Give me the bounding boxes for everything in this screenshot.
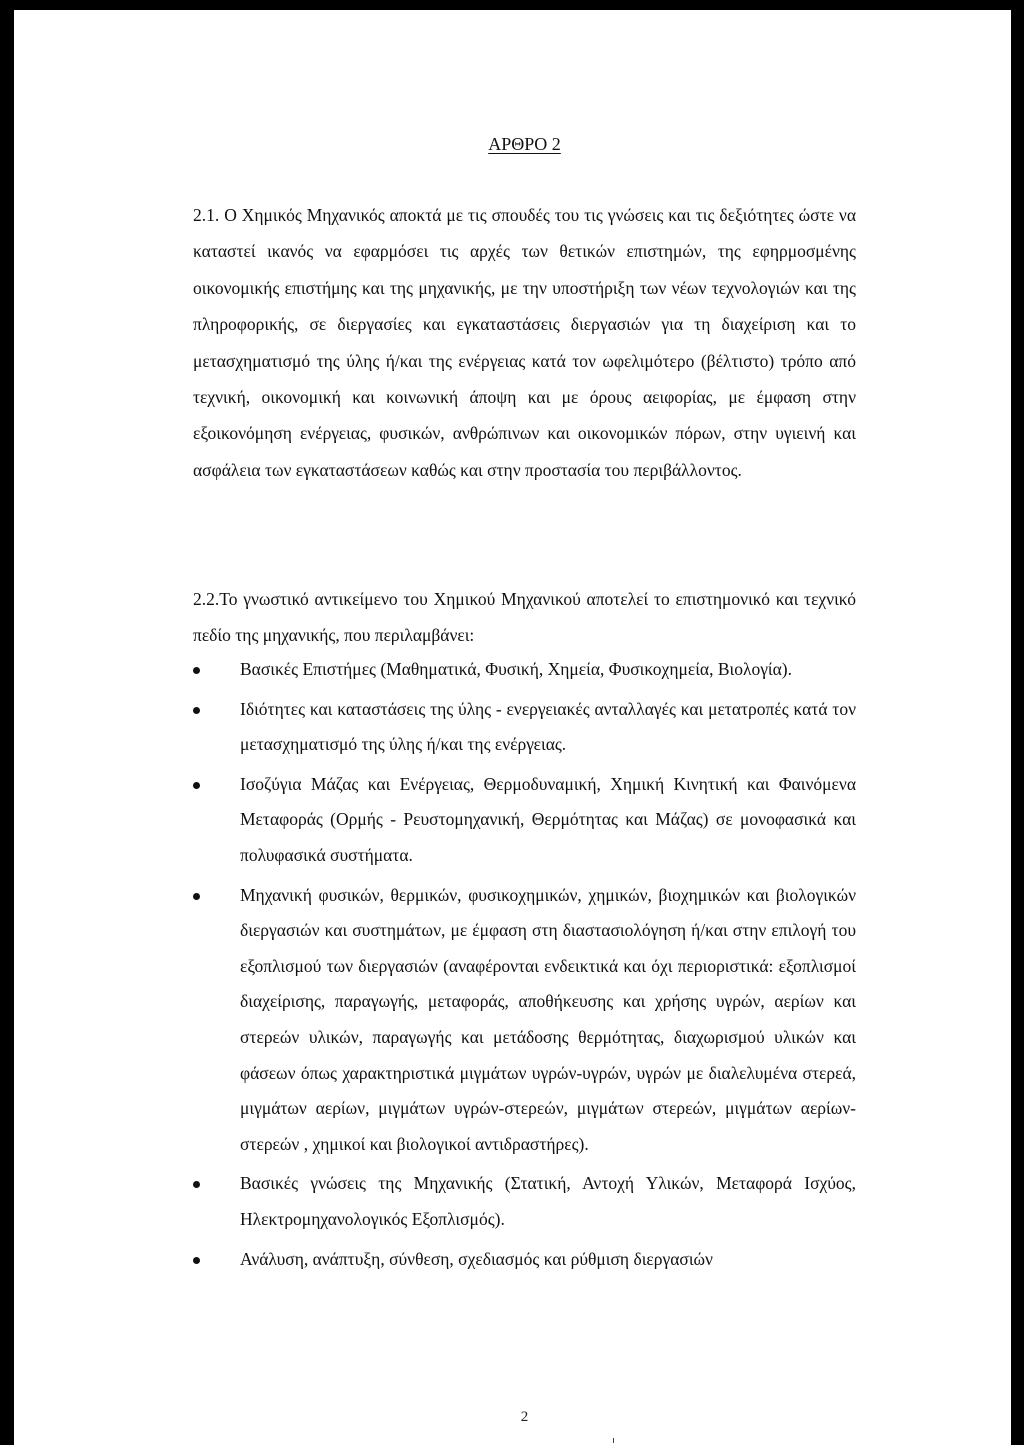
document-sheet: [14, 10, 1011, 1445]
bullet-icon: [193, 667, 200, 674]
list-item: [193, 1166, 856, 1237]
bullet-icon: [193, 782, 200, 789]
paragraph-text: Ο Χημικός Μηχανικός αποκτά με τις σπουδές του τις γνώσεις και τις δεξιότητες ώστε να καταστεί ικανός να εφαρμόσει τις αρχές των θετικών επιστημών, της εφηρμοσμένης οικονομικής επιστήμης και της μηχανικής, με την υποστήριξη των νέων τεχνολογιών και της πληροφορικής, σε διεργασίες και εγκαταστάσεις διεργασιών για τη διαχείριση και το μετασχηματισμό της ύλης ή/και της ενέργειας κατά τον ωφελιμότερο (βέλτιστο) τρόπο από τεχνική, οικονομική και κοινωνική άποψη και με όρους αειφορίας, με έμφαση στην εξοικονόμηση ενέργειας, φυσικών, ανθρώπινων και οικονομικών πόρων, στην υγιεινή και ασφάλεια των εγκαταστάσεων καθώς και στην προστασία του περιβάλλοντος.: [193, 205, 856, 480]
list-item-text: Ιδιότητες και καταστάσεις της ύλης - ενεργειακές ανταλλαγές και μετατροπές κατά τον μετασχηματισμό της ύλης ή/και της ενέργειας.: [240, 698, 856, 755]
article-title: ΑΡΘΡΟ 2: [488, 134, 561, 154]
list-item-text: Βασικές Επιστήμες (Μαθηματικά, Φυσική, Χημεία, Φυσικοχημεία, Βιολογία).: [240, 659, 793, 679]
paragraph-number: 2.2.: [193, 589, 220, 609]
paragraph-2-2: [193, 581, 856, 654]
bullet-icon: [193, 707, 200, 714]
list-item: [193, 878, 856, 1163]
list-item: [193, 1242, 856, 1278]
list-item-text: Ανάλυση, ανάπτυξη, σύνθεση, σχεδιασμός και ρύθμιση διεργασιών: [240, 1248, 713, 1269]
list-item: [193, 652, 856, 688]
list-item-text: Ισοζύγια Μάζας και Ενέργειας, Θερμοδυναμική, Χημική Κινητική και Φαινόμενα Μεταφοράς (Ορμής - Ρευστομηχανική, Θερμότητας και Μάζας) σε μονοφασικά και πολυφασικά συστήματα.: [240, 773, 856, 865]
paragraph-2-1: [193, 197, 856, 488]
bullet-icon: [193, 1181, 200, 1188]
list-item: [193, 767, 856, 874]
list-item: [193, 692, 856, 763]
paragraph-text: Το γνωστικό αντικείμενο του Χημικού Μηχανικού αποτελεί το επιστημονικό και τεχνικό πεδίο της μηχανικής, που περιλαμβάνει:: [193, 589, 856, 646]
list-item-text: Μηχανική φυσικών, θερμικών, φυσικοχημικών, χημικών, βιοχημικών και βιολογικών διεργασιών και συστημάτων, με έμφαση στη διαστασιολόγηση ή/και στην επιλογή του εξοπλισμού των διεργασιών (αναφέρονται ενδεικτικά και όχι περιοριστικά: εξοπλισμοί διαχείρισης, παραγωγής, μεταφοράς, αποθήκευσης και χρήσης υγρών, αερίων και στερεών υλικών, παραγωγής και μετάδοσης θερμότητας, διαχωρισμού υλικών και φάσεων όπως χαρακτηριστικά μιγμάτων υγρών-υγρών, υγρών με διαλελυμένα στερεά, μιγμάτων αερίων, μιγμάτων υγρών-στερεών, μιγμάτων στερεών, μιγμάτων αερίων-στερεών , χημικοί και βιολογικοί αντιδραστήρες).: [240, 884, 856, 1154]
page-number: 2: [520, 1409, 529, 1425]
paragraph-number: 2.1.: [193, 205, 220, 225]
bullet-list: [193, 652, 856, 1281]
bullet-icon: [193, 1257, 200, 1264]
list-item-text: Βασικές γνώσεις της Μηχανικής (Στατική, Αντοχή Υλικών, Μεταφορά Ισχύος, Ηλεκτρομηχανολογικός Εξοπλισμός).: [240, 1173, 856, 1229]
scan-artifact: [613, 1438, 614, 1443]
bullet-icon: [193, 893, 200, 900]
